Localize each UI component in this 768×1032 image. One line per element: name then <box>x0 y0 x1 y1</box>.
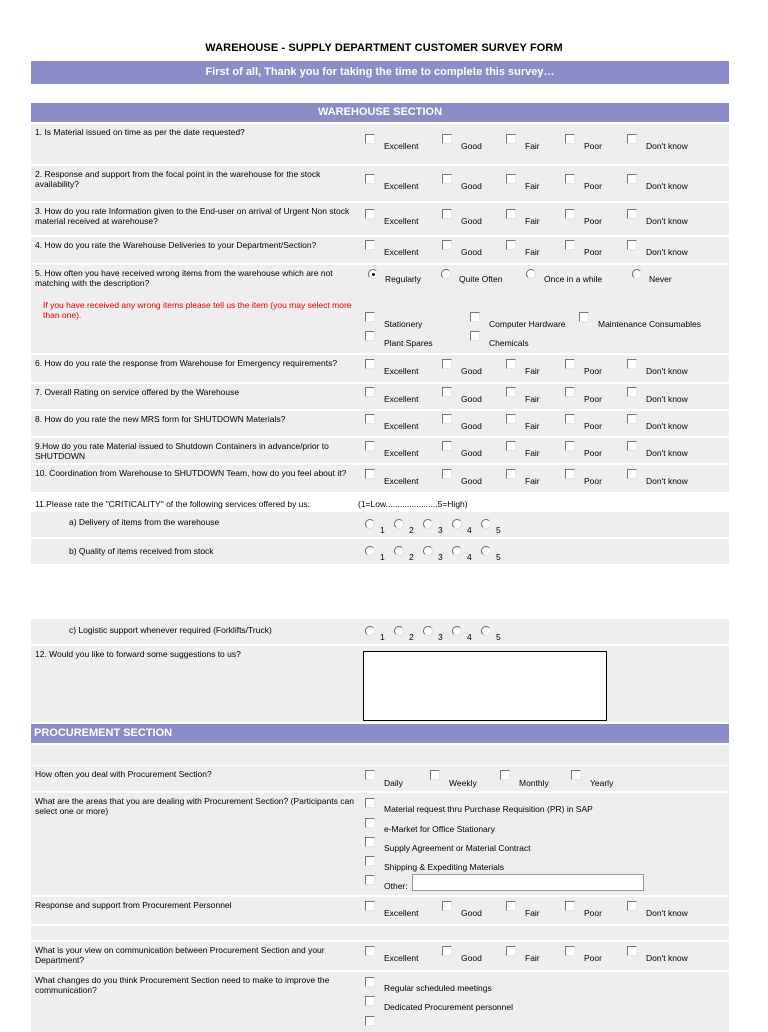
radio-never[interactable] <box>632 269 642 279</box>
question-text: a) Delivery of items from the warehouse <box>69 517 220 527</box>
option-label: Fair <box>525 476 540 486</box>
question-text: 8. How do you rate the new MRS form for SHUTDOWN Materials? <box>35 414 286 424</box>
criticality-radio-3[interactable] <box>423 519 433 529</box>
option-label: Excellent <box>384 181 419 191</box>
option-label: Maintenance Consumables <box>598 319 702 329</box>
option-label: Fair <box>525 216 540 226</box>
question-text: What are the areas that you are dealing with Procurement Section? (Participants can select one or more) <box>35 796 354 816</box>
rating-checkbox-don-t-know[interactable] <box>627 240 637 250</box>
rating-checkbox-excellent[interactable] <box>365 209 375 219</box>
option-label: Excellent <box>384 448 419 458</box>
checkbox-monthly[interactable] <box>500 770 510 780</box>
form-title: WAREHOUSE - SUPPLY DEPARTMENT CUSTOMER SURVEY FORM <box>205 42 563 54</box>
option-label: Fair <box>525 366 540 376</box>
rating-checkbox-excellent[interactable] <box>365 414 375 424</box>
rating-checkbox-good[interactable] <box>442 387 452 397</box>
rating-checkbox-fair[interactable] <box>506 414 516 424</box>
criticality-radio-4[interactable] <box>452 626 462 636</box>
rating-checkbox-fair[interactable] <box>506 469 516 479</box>
rating-checkbox-poor[interactable] <box>565 469 575 479</box>
option-label: Poor <box>584 366 602 376</box>
checkbox-stationery[interactable] <box>365 312 375 322</box>
option-label: Don't know <box>646 181 688 191</box>
option-label: Weekly <box>449 778 477 788</box>
criticality-question: 11.Please rate the "CRITICALITY" of the following services offered by us: <box>35 499 311 509</box>
option-label: Fair <box>525 141 540 151</box>
scale-label: 4 <box>467 632 472 642</box>
rating-checkbox-poor[interactable] <box>565 134 575 144</box>
rating-checkbox-fair[interactable] <box>506 901 516 911</box>
checkbox-pr-in-sap[interactable] <box>365 798 375 808</box>
option-label: Good <box>461 953 482 963</box>
checkbox-yearly[interactable] <box>571 770 581 780</box>
question-row <box>31 465 729 492</box>
checkbox-supply-agreement[interactable] <box>365 837 375 847</box>
option-label: Poor <box>584 247 602 257</box>
option-label: Poor <box>584 216 602 226</box>
rating-checkbox-good[interactable] <box>442 946 452 956</box>
scale-label: 2 <box>409 632 414 642</box>
criticality-radio-2[interactable] <box>394 546 404 556</box>
option-label: Poor <box>584 421 602 431</box>
option-label: Don't know <box>646 953 688 963</box>
question-row <box>31 438 729 463</box>
scale-label: 2 <box>409 552 414 562</box>
rating-checkbox-good[interactable] <box>442 240 452 250</box>
option-label: Don't know <box>646 216 688 226</box>
option-label: Quite Often <box>459 274 503 284</box>
checkbox-computer-hardware[interactable] <box>470 312 480 322</box>
question-row-improvements <box>31 972 729 1032</box>
option-label: Fair <box>525 953 540 963</box>
question-text: How often you deal with Procurement Section? <box>35 769 212 779</box>
checkbox-regular-meetings[interactable] <box>365 977 375 987</box>
checkbox-weekly[interactable] <box>430 770 440 780</box>
rating-checkbox-poor[interactable] <box>565 946 575 956</box>
option-label: Good <box>461 181 482 191</box>
option-label: Yearly <box>590 778 614 788</box>
scale-label: 1 <box>380 552 385 562</box>
rating-checkbox-poor[interactable] <box>565 441 575 451</box>
criticality-radio-5[interactable] <box>481 626 491 636</box>
rating-checkbox-fair[interactable] <box>506 134 516 144</box>
rating-checkbox-good[interactable] <box>442 359 452 369</box>
question-row <box>31 897 729 924</box>
option-label: Computer Hardware <box>489 319 566 329</box>
spacer-row <box>31 926 729 940</box>
option-label: Fair <box>525 247 540 257</box>
rating-checkbox-don-t-know[interactable] <box>627 174 637 184</box>
option-label: Good <box>461 216 482 226</box>
question-text: 6. How do you rate the response from Warehouse for Emergency requirements? <box>35 358 338 368</box>
scale-label: 5 <box>496 525 501 535</box>
criticality-row <box>31 539 729 564</box>
option-label: Shipping & Expediting Materials <box>384 862 505 872</box>
rating-checkbox-fair[interactable] <box>506 359 516 369</box>
checkbox-plant-spares[interactable] <box>365 331 375 341</box>
suggestions-row <box>31 646 729 722</box>
question-text: Response and support from Procurement Personnel <box>35 900 232 910</box>
rating-checkbox-poor[interactable] <box>565 174 575 184</box>
question-text: 2. Response and support from the focal point in the warehouse for the stock availability? <box>35 169 321 189</box>
question-text: What is your view on communication between Procurement Section and your Department? <box>35 945 325 965</box>
rating-checkbox-poor[interactable] <box>565 387 575 397</box>
option-label: Once in a while <box>544 274 603 284</box>
criticality-row <box>31 512 729 537</box>
option-label: Poor <box>584 953 602 963</box>
option-label: Excellent <box>384 476 419 486</box>
question-text: 5. How often you have received wrong items from the warehouse which are not matching with the description? <box>35 268 333 288</box>
rating-checkbox-don-t-know[interactable] <box>627 441 637 451</box>
rating-checkbox-don-t-know[interactable] <box>627 387 637 397</box>
criticality-radio-5[interactable] <box>481 546 491 556</box>
question-text: 7. Overall Rating on service offered by the Warehouse <box>35 387 240 397</box>
thanks-banner: First of all, Thank you for taking the time to complete this survey… <box>31 61 729 84</box>
option-label: Poor <box>584 141 602 151</box>
rating-checkbox-excellent[interactable] <box>365 946 375 956</box>
option-label: Excellent <box>384 247 419 257</box>
option-label: Good <box>461 476 482 486</box>
rating-checkbox-poor[interactable] <box>565 414 575 424</box>
rating-checkbox-poor[interactable] <box>565 359 575 369</box>
rating-checkbox-good[interactable] <box>442 901 452 911</box>
scale-label: 4 <box>467 525 472 535</box>
option-label: Good <box>461 366 482 376</box>
scale-label: 3 <box>438 525 443 535</box>
checkbox-other[interactable] <box>365 875 375 885</box>
option-label: Fair <box>525 394 540 404</box>
question-row <box>31 166 729 201</box>
rating-checkbox-don-t-know[interactable] <box>627 134 637 144</box>
question-text: 12. Would you like to forward some suggestions to us? <box>35 649 241 659</box>
rating-checkbox-poor[interactable] <box>565 901 575 911</box>
rating-checkbox-excellent[interactable] <box>365 901 375 911</box>
question-row-areas <box>31 793 729 895</box>
option-label: Don't know <box>646 476 688 486</box>
scale-label: 2 <box>409 525 414 535</box>
rating-checkbox-fair[interactable] <box>506 946 516 956</box>
question-row <box>31 237 729 263</box>
rating-checkbox-good[interactable] <box>442 174 452 184</box>
option-label: Monthly <box>519 778 549 788</box>
criticality-radio-3[interactable] <box>423 626 433 636</box>
rating-checkbox-fair[interactable] <box>506 209 516 219</box>
option-label: Good <box>461 141 482 151</box>
rating-checkbox-excellent[interactable] <box>365 469 375 479</box>
option-label: Good <box>461 908 482 918</box>
option-label: Don't know <box>646 908 688 918</box>
criticality-row <box>31 619 729 644</box>
criticality-radio-1[interactable] <box>365 626 375 636</box>
option-label: Chemicals <box>489 338 529 348</box>
checkbox-daily[interactable] <box>365 770 375 780</box>
option-label: Dedicated Procurement personnel <box>384 1002 513 1012</box>
question-text: b) Quality of items received from stock <box>69 546 214 556</box>
question-text: 4. How do you rate the Warehouse Deliveries to your Department/Section? <box>35 240 317 250</box>
option-label: Good <box>461 421 482 431</box>
option-label: Material request thru Purchase Requisition (PR) in SAP <box>384 804 593 814</box>
radio-once-in-a-while[interactable] <box>526 269 536 279</box>
rating-checkbox-excellent[interactable] <box>365 240 375 250</box>
option-label: Don't know <box>646 247 688 257</box>
rating-checkbox-don-t-know[interactable] <box>627 209 637 219</box>
question-text: 3. How do you rate Information given to the End-user on arrival of Urgent Non stock material received at warehouse? <box>35 206 350 226</box>
option-label: Poor <box>584 908 602 918</box>
rating-checkbox-excellent[interactable] <box>365 174 375 184</box>
option-label: Poor <box>584 181 602 191</box>
rating-checkbox-don-t-know[interactable] <box>627 901 637 911</box>
criticality-radio-4[interactable] <box>452 546 462 556</box>
rating-checkbox-good[interactable] <box>442 209 452 219</box>
option-label: Don't know <box>646 366 688 376</box>
option-label: Other: <box>384 881 408 891</box>
option-label: e-Market for Office Stationary <box>384 824 495 834</box>
option-label: Good <box>461 394 482 404</box>
option-label: Excellent <box>384 908 419 918</box>
question-row <box>31 384 729 409</box>
option-label: Daily <box>384 778 403 788</box>
option-label: Fair <box>525 181 540 191</box>
rating-checkbox-good[interactable] <box>442 469 452 479</box>
criticality-radio-5[interactable] <box>481 519 491 529</box>
question-row <box>31 942 729 970</box>
rating-checkbox-good[interactable] <box>442 134 452 144</box>
criticality-scale: (1=Low......................5=High) <box>358 499 468 509</box>
question-row <box>31 355 729 382</box>
followup-instruction: If you have received any wrong items please tell us the item (you may select more than one). <box>43 300 352 320</box>
question-text: c) Logistic support whenever required (Forklifts/Truck) <box>69 625 272 635</box>
option-label: Fair <box>525 908 540 918</box>
rating-checkbox-excellent[interactable] <box>365 134 375 144</box>
question-row <box>31 411 729 436</box>
rating-checkbox-don-t-know[interactable] <box>627 946 637 956</box>
option-label: Supply Agreement or Material Contract <box>384 843 531 853</box>
scale-label: 3 <box>438 552 443 562</box>
question-row-frequency <box>31 265 729 353</box>
rating-checkbox-don-t-know[interactable] <box>627 359 637 369</box>
option-label: Excellent <box>384 953 419 963</box>
option-label: Regular scheduled meetings <box>384 983 492 993</box>
option-label: Fair <box>525 421 540 431</box>
option-label: Regularly <box>385 274 421 284</box>
checkbox-shipping-expediting[interactable] <box>365 856 375 866</box>
rating-checkbox-poor[interactable] <box>565 240 575 250</box>
criticality-radio-3[interactable] <box>423 546 433 556</box>
rating-checkbox-excellent[interactable] <box>365 387 375 397</box>
option-label: Poor <box>584 448 602 458</box>
option-label: Excellent <box>384 216 419 226</box>
question-text: 1. Is Material issued on time as per the date requested? <box>35 127 245 137</box>
criticality-radio-1[interactable] <box>365 519 375 529</box>
checkbox-maintenance-consumables[interactable] <box>579 312 589 322</box>
option-label: Poor <box>584 476 602 486</box>
criticality-radio-1[interactable] <box>365 546 375 556</box>
checkbox-e-market[interactable] <box>365 818 375 828</box>
rating-checkbox-don-t-know[interactable] <box>627 469 637 479</box>
question-row <box>31 124 729 164</box>
question-row-frequency <box>31 766 729 791</box>
procurement-section-header: PROCUREMENT SECTION <box>31 724 729 743</box>
scale-label: 5 <box>496 632 501 642</box>
question-text: 10. Coordination from Warehouse to SHUTDOWN Team, how do you feel about it? <box>35 468 347 478</box>
question-text: What changes do you think Procurement Section need to make to improve the communication? <box>35 975 330 995</box>
criticality-radio-2[interactable] <box>394 626 404 636</box>
option-label: Don't know <box>646 141 688 151</box>
scale-label: 3 <box>438 632 443 642</box>
option-label: Excellent <box>384 394 419 404</box>
rating-checkbox-excellent[interactable] <box>365 441 375 451</box>
scale-label: 1 <box>380 525 385 535</box>
option-label: Stationery <box>384 319 423 329</box>
rating-checkbox-good[interactable] <box>442 414 452 424</box>
question-text: 9.How do you rate Material issued to Shutdown Containers in advance/prior to SHUTDOWN <box>35 441 329 461</box>
rating-checkbox-don-t-know[interactable] <box>627 414 637 424</box>
option-label: Don't know <box>646 448 688 458</box>
rating-checkbox-excellent[interactable] <box>365 359 375 369</box>
checkbox-more-options[interactable] <box>365 1016 375 1026</box>
warehouse-section-header: WAREHOUSE SECTION <box>31 103 729 122</box>
option-label: Excellent <box>384 141 419 151</box>
criticality-radio-2[interactable] <box>394 519 404 529</box>
criticality-radio-4[interactable] <box>452 519 462 529</box>
suggestions-textarea[interactable] <box>363 651 607 721</box>
radio-regularly[interactable] <box>368 269 378 279</box>
rating-checkbox-poor[interactable] <box>565 209 575 219</box>
option-label: Don't know <box>646 421 688 431</box>
rating-checkbox-fair[interactable] <box>506 441 516 451</box>
checkbox-chemicals[interactable] <box>470 331 480 341</box>
option-label: Don't know <box>646 394 688 404</box>
scale-label: 5 <box>496 552 501 562</box>
radio-quite-often[interactable] <box>441 269 451 279</box>
checkbox-dedicated-personnel[interactable] <box>365 996 375 1006</box>
option-label: Never <box>649 274 672 284</box>
option-label: Excellent <box>384 366 419 376</box>
question-row <box>31 203 729 235</box>
option-label: Poor <box>584 394 602 404</box>
option-label: Excellent <box>384 421 419 431</box>
rating-checkbox-fair[interactable] <box>506 240 516 250</box>
option-label: Fair <box>525 448 540 458</box>
spacer-row <box>31 745 729 765</box>
rating-checkbox-good[interactable] <box>442 441 452 451</box>
other-input[interactable] <box>412 874 644 891</box>
option-label: Good <box>461 247 482 257</box>
option-label: Good <box>461 448 482 458</box>
option-label: Plant Spares <box>384 338 433 348</box>
rating-checkbox-fair[interactable] <box>506 387 516 397</box>
rating-checkbox-fair[interactable] <box>506 174 516 184</box>
scale-label: 1 <box>380 632 385 642</box>
scale-label: 4 <box>467 552 472 562</box>
